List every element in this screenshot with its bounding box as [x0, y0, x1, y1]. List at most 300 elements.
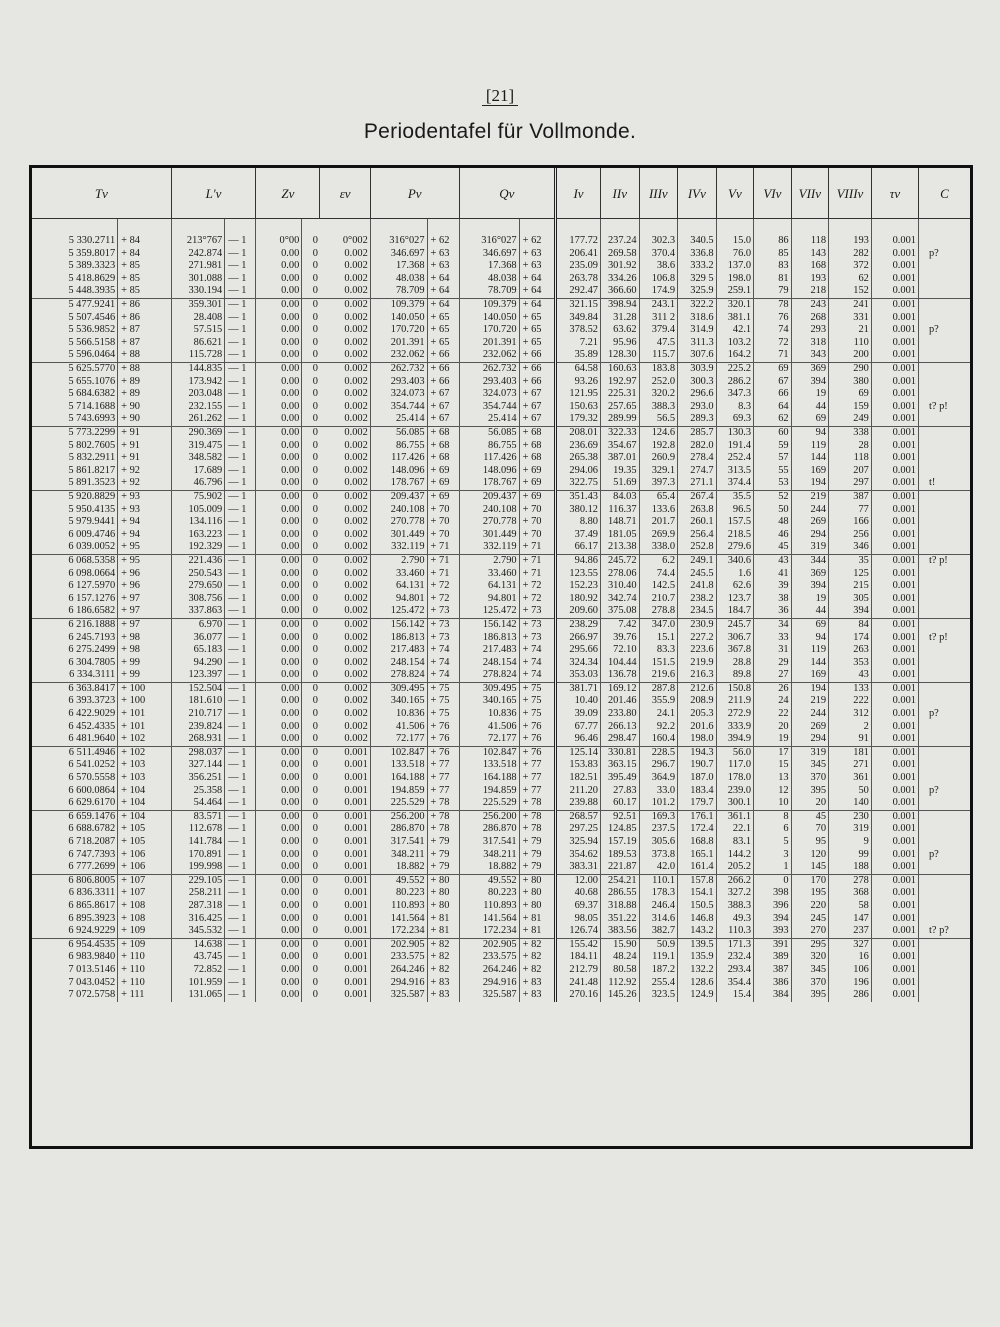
table-cell: 27.83 [601, 785, 640, 798]
table-cell: 0.002 [320, 490, 370, 503]
table-cell: + 69 [427, 465, 459, 478]
table-cell: 85 [754, 248, 791, 261]
table-row [32, 900, 970, 913]
table-row [32, 477, 970, 490]
table-cell: 86.755 [370, 440, 427, 453]
table-cell: 184.7 [716, 605, 753, 618]
table-cell: 388.3 [639, 401, 678, 414]
table-cell: + 93 [118, 503, 172, 516]
table-cell: 5 714.1688 [32, 401, 118, 414]
table-cell: — 1 [225, 477, 256, 490]
table-cell: — 1 [225, 759, 256, 772]
table-cell: — 1 [225, 887, 256, 900]
table-cell: 38.6 [639, 260, 678, 273]
table-cell: 309.495 [459, 682, 519, 695]
table-cell: 63.62 [601, 324, 640, 337]
table-cell: 294 [791, 733, 828, 746]
table-cell: — 1 [225, 593, 256, 606]
table-cell: — 1 [225, 273, 256, 286]
table-cell: 0 [312, 311, 318, 323]
table-cell: 110.893 [459, 900, 519, 913]
table-cell: 325.587 [459, 989, 519, 1002]
table-cell: 44 [791, 605, 828, 618]
table-cell: — 1 [225, 388, 256, 401]
table-cell: 160.63 [601, 362, 640, 375]
table-cell: 211.20 [556, 785, 601, 798]
table-cell: 325.9 [678, 285, 717, 298]
table-cell: 0.00 [256, 580, 302, 593]
table-cell: 322.2 [678, 298, 717, 311]
table-cell: 256 [829, 529, 872, 542]
table-cell: 72.852 [171, 964, 225, 977]
table-cell: 5 [754, 836, 791, 849]
table-cell: 332.119 [370, 541, 427, 554]
table-cell: + 90 [118, 413, 172, 426]
table-cell: + 68 [427, 452, 459, 465]
table-cell: 170.891 [171, 849, 225, 862]
table-cell: + 72 [519, 593, 555, 606]
table-cell [918, 810, 970, 823]
table-cell: 29 [754, 657, 791, 670]
table-cell: 200 [829, 349, 872, 362]
table-cell: 0 [312, 452, 318, 464]
table-cell [918, 618, 970, 631]
table-cell: 0 [312, 695, 318, 707]
table-cell: 0.00 [256, 285, 302, 298]
table-cell: 64.131 [370, 580, 427, 593]
table-cell: + 67 [519, 401, 555, 414]
table-cell: 92.51 [601, 810, 640, 823]
table-cell: + 98 [118, 631, 172, 644]
table-cell: 163.223 [171, 529, 225, 542]
table-cell: + 66 [427, 349, 459, 362]
table-cell: 12 [754, 785, 791, 798]
table-cell: 202.905 [459, 938, 519, 951]
table-cell: 258.211 [171, 887, 225, 900]
table-cell [918, 413, 970, 426]
table-cell: 15.0 [716, 235, 753, 248]
table-cell: 294.916 [370, 976, 427, 989]
table-cell: — 1 [225, 349, 256, 362]
table-row [32, 951, 970, 964]
table-cell: 104.44 [601, 657, 640, 670]
table-cell: 5 536.9852 [32, 324, 118, 337]
table-cell: 33 [754, 631, 791, 644]
table-row [32, 580, 970, 593]
table-cell: 290 [829, 362, 872, 375]
table-cell: 0.00 [256, 682, 302, 695]
table-cell: 221.436 [171, 554, 225, 567]
table-row [32, 605, 970, 618]
table-cell: 6 806.8005 [32, 874, 118, 887]
table-cell: 0.001 [871, 312, 918, 325]
table-cell: + 103 [118, 772, 172, 785]
table-cell: 179.32 [556, 413, 601, 426]
table-cell: 337.863 [171, 605, 225, 618]
table-cell: 141.564 [459, 912, 519, 925]
table-cell: 143 [791, 248, 828, 261]
table-cell: 219.6 [639, 669, 678, 682]
table-cell: 198.0 [716, 273, 753, 286]
table-cell: 0 [302, 618, 320, 631]
table-cell: 311 2 [639, 312, 678, 325]
table-cell: 131.065 [171, 989, 225, 1002]
table-cell: 183.4 [678, 785, 717, 798]
table-cell: 330.81 [601, 746, 640, 759]
table-cell: 389 [754, 951, 791, 964]
table-cell: 102.847 [459, 746, 519, 759]
table-cell: 6 895.3923 [32, 912, 118, 925]
table-row [32, 273, 970, 286]
table-cell: 123.7 [716, 593, 753, 606]
table-cell: 45 [754, 541, 791, 554]
table-cell: 309.495 [370, 682, 427, 695]
table-cell: + 67 [519, 413, 555, 426]
table-cell: 361.1 [716, 810, 753, 823]
table-cell: 94.86 [556, 554, 601, 567]
table-cell: 207 [829, 465, 872, 478]
table-cell: + 82 [427, 964, 459, 977]
table-cell: 18.882 [459, 861, 519, 874]
table-cell: 140.050 [370, 312, 427, 325]
table-cell: 319 [829, 823, 872, 836]
table-cell: 94.801 [459, 593, 519, 606]
col-header-tauv: τv [871, 168, 918, 219]
table-row [32, 324, 970, 337]
table-cell: 0.001 [871, 644, 918, 657]
table-cell: 0.001 [871, 912, 918, 925]
table-cell: 238.29 [556, 618, 601, 631]
table-cell: 232.062 [370, 349, 427, 362]
table-cell: 5 891.3523 [32, 477, 118, 490]
table-cell: + 74 [427, 644, 459, 657]
table-cell: 0.00 [256, 529, 302, 542]
table-cell: 150.8 [716, 682, 753, 695]
table-cell: 301.088 [171, 273, 225, 286]
table-cell: 209.60 [556, 605, 601, 618]
table-cell: 9 [829, 836, 872, 849]
table-cell: 241.48 [556, 976, 601, 989]
table-cell: 0.001 [871, 951, 918, 964]
table-cell: 5 507.4546 [32, 312, 118, 325]
table-cell: p? [928, 784, 939, 796]
table-cell: 109.379 [370, 298, 427, 311]
table-cell: 270 [791, 925, 828, 938]
table-cell: + 76 [519, 733, 555, 746]
table-cell: 125.14 [556, 746, 601, 759]
table-cell: 0.00 [256, 874, 302, 887]
table-cell: 269 [791, 516, 828, 529]
table-cell: 6 836.3311 [32, 887, 118, 900]
table-cell: 6 098.0664 [32, 567, 118, 580]
table-cell: 393 [754, 925, 791, 938]
table-cell: 0.00 [256, 644, 302, 657]
table-cell: 0.002 [320, 426, 370, 439]
table-cell: 270.778 [370, 516, 427, 529]
table-cell: 178.767 [459, 477, 519, 490]
table-cell: 72.177 [459, 733, 519, 746]
table-cell: 0 [312, 541, 318, 553]
table-cell: 0.001 [320, 785, 370, 798]
table-cell: 170.720 [459, 324, 519, 337]
table-cell: 395.49 [601, 772, 640, 785]
table-cell [918, 682, 970, 695]
table-cell: — 1 [225, 401, 256, 414]
table-cell: 294.916 [459, 976, 519, 989]
table-cell: 60 [754, 426, 791, 439]
table-cell: 354.62 [556, 849, 601, 862]
table-cell: 194 [791, 477, 828, 490]
table-cell: 69.3 [716, 413, 753, 426]
table-cell: 0.001 [871, 440, 918, 453]
table-cell: 0.00 [256, 440, 302, 453]
table-cell: 17.368 [459, 260, 519, 273]
table-cell: — 1 [225, 541, 256, 554]
table-cell: 171.3 [716, 938, 753, 951]
table-cell: + 65 [519, 312, 555, 325]
table-cell: 218 [791, 285, 828, 298]
table-cell: 144.835 [171, 362, 225, 375]
table-cell: + 66 [519, 362, 555, 375]
table-cell: 395 [791, 785, 828, 798]
table-cell: 8.80 [556, 516, 601, 529]
table-cell: 311.3 [678, 337, 717, 350]
table-cell: 0.001 [871, 593, 918, 606]
table-cell: 223.6 [678, 644, 717, 657]
table-row [32, 797, 970, 810]
table-row [32, 529, 970, 542]
table-cell: + 69 [427, 477, 459, 490]
table-cell: + 75 [519, 682, 555, 695]
table-cell: 332.119 [459, 541, 519, 554]
table-cell [918, 657, 970, 670]
table-cell: 219 [791, 695, 828, 708]
table-cell: — 1 [225, 618, 256, 631]
table-row [32, 413, 970, 426]
table-cell: 135.9 [678, 951, 717, 964]
table-cell: 243 [791, 298, 828, 311]
table-cell: 252.0 [639, 376, 678, 389]
table-cell: + 82 [427, 951, 459, 964]
table-cell: 6 865.8617 [32, 900, 118, 913]
table-cell: 5 418.8629 [32, 273, 118, 286]
table-cell: + 74 [427, 669, 459, 682]
table-cell: + 65 [427, 324, 459, 337]
table-cell: 0.001 [871, 849, 918, 862]
table-cell: 297 [829, 477, 872, 490]
table-cell: 118 [829, 452, 872, 465]
table-cell: 244 [791, 708, 828, 721]
table-cell: 0.00 [256, 618, 302, 631]
table-cell: 41.506 [459, 721, 519, 734]
table-cell: 156.142 [370, 618, 427, 631]
table-cell: 25.358 [171, 785, 225, 798]
table-cell: + 83 [519, 976, 555, 989]
table-cell: — 1 [225, 312, 256, 325]
table-cell: 349.84 [556, 312, 601, 325]
table-cell: 300.1 [716, 797, 753, 810]
table-row [32, 657, 970, 670]
table-cell: 0 [312, 272, 318, 284]
table-cell: 69 [754, 362, 791, 375]
table-cell: 0.002 [320, 733, 370, 746]
table-row [32, 285, 970, 298]
table-cell: 0.00 [256, 823, 302, 836]
table-cell: 75.902 [171, 490, 225, 503]
table-cell: 0.001 [871, 273, 918, 286]
table-cell: 6 009.4746 [32, 529, 118, 542]
table-cell: 374.4 [716, 477, 753, 490]
table-cell: 348.211 [459, 849, 519, 862]
table-cell: + 95 [118, 554, 172, 567]
table-cell: 6 924.9229 [32, 925, 118, 938]
table-cell: 5 596.0464 [32, 349, 118, 362]
table-cell: 95 [791, 836, 828, 849]
table-cell: 137.0 [716, 260, 753, 273]
table-cell: + 107 [118, 887, 172, 900]
table-cell: + 62 [427, 235, 459, 248]
table-cell: 7 013.5146 [32, 964, 118, 977]
table-cell: 0.002 [320, 285, 370, 298]
table-cell: 115.7 [639, 349, 678, 362]
table-row [32, 721, 970, 734]
table-cell: 236.69 [556, 440, 601, 453]
table-cell: 169 [791, 669, 828, 682]
table-cell: 172.234 [370, 925, 427, 938]
table-cell: + 65 [519, 324, 555, 337]
table-cell: 256.4 [678, 529, 717, 542]
table-cell: + 68 [519, 426, 555, 439]
table-cell: 0.001 [871, 401, 918, 414]
table-cell: 293.403 [459, 376, 519, 389]
table-cell: 0.001 [871, 989, 918, 1002]
table-cell: 0.001 [320, 746, 370, 759]
table-cell: 7 043.0452 [32, 976, 118, 989]
table-cell: 145 [791, 861, 828, 874]
table-cell [918, 989, 970, 1002]
table-cell: 17 [754, 746, 791, 759]
table-cell: 355.9 [639, 695, 678, 708]
table-cell: 164.188 [459, 772, 519, 785]
table-cell: 351.43 [556, 490, 601, 503]
table-cell: + 77 [519, 785, 555, 798]
table-cell: 0.001 [871, 772, 918, 785]
table-cell: 267.4 [678, 490, 717, 503]
table-cell: 0 [312, 759, 318, 771]
table-cell: 168.8 [678, 836, 717, 849]
table-cell: 380 [829, 376, 872, 389]
table-cell: 234.5 [678, 605, 717, 618]
table-cell: 6 245.7193 [32, 631, 118, 644]
table-cell: + 79 [427, 849, 459, 862]
table-cell: 0.00 [256, 362, 302, 375]
table-cell: 324.073 [459, 388, 519, 401]
table-cell: 24 [754, 695, 791, 708]
table-cell: 6 629.6170 [32, 797, 118, 810]
table-cell: 0.00 [256, 938, 302, 951]
table-cell: 0.001 [320, 976, 370, 989]
table-cell: + 84 [118, 248, 172, 261]
table-cell: 0 [312, 733, 318, 745]
table-cell [918, 772, 970, 785]
table-cell: 83.3 [639, 644, 678, 657]
table-cell: 7 072.5758 [32, 989, 118, 1002]
table-cell [918, 298, 970, 311]
table-row [32, 376, 970, 389]
table-cell: + 102 [118, 746, 172, 759]
table-cell: 256.200 [459, 810, 519, 823]
table-cell: + 78 [519, 810, 555, 823]
table-cell: + 73 [427, 631, 459, 644]
table-cell: 248.154 [370, 657, 427, 670]
table-cell: 213°767 [171, 235, 225, 248]
table-cell: 141.564 [370, 912, 427, 925]
table-cell: + 73 [519, 605, 555, 618]
table-cell: 78 [754, 298, 791, 311]
table-cell: 0.002 [320, 298, 370, 311]
table-cell: 394 [754, 912, 791, 925]
table-cell: 202.905 [370, 938, 427, 951]
table-cell: + 101 [118, 721, 172, 734]
table-cell: 0.00 [256, 631, 302, 644]
table-cell: 0.001 [871, 541, 918, 554]
table-cell: 0 [312, 464, 318, 476]
table-header [32, 168, 970, 219]
table-cell: 110.893 [370, 900, 427, 913]
table-cell: 398 [754, 887, 791, 900]
table-cell: 0.001 [320, 836, 370, 849]
table-cell: 5 743.6993 [32, 413, 118, 426]
table-cell: 0.00 [256, 376, 302, 389]
table-cell: 19 [791, 388, 828, 401]
table-cell: 271 [829, 759, 872, 772]
table-cell: 0 [312, 400, 318, 412]
table-cell: 6 659.1476 [32, 810, 118, 823]
table-cell: 0.00 [256, 567, 302, 580]
table-cell: 230 [829, 810, 872, 823]
table-cell: 6 747.7393 [32, 849, 118, 862]
table-cell: 74.4 [639, 567, 678, 580]
table-cell: + 107 [118, 874, 172, 887]
table-cell: t? p! [928, 631, 948, 643]
table-cell: 216.3 [678, 669, 717, 682]
table-cell: 0.001 [871, 465, 918, 478]
table-cell: 333.2 [678, 260, 717, 273]
table-cell: 0.002 [320, 631, 370, 644]
table-cell: 71 [754, 349, 791, 362]
table-cell: 348.582 [171, 452, 225, 465]
table-cell: 105.009 [171, 503, 225, 516]
table-cell: 179.7 [678, 797, 717, 810]
table-cell: 109.379 [459, 298, 519, 311]
table-cell: 0 [312, 235, 318, 247]
table-cell: 0 [312, 951, 318, 963]
table-row [32, 925, 970, 938]
table-cell: 0.001 [871, 874, 918, 887]
table-cell: 294.06 [556, 465, 601, 478]
table-cell: — 1 [225, 644, 256, 657]
table-cell: + 74 [519, 644, 555, 657]
table-cell: 5 950.4135 [32, 503, 118, 516]
table-cell: 346.697 [370, 248, 427, 261]
table-cell: 0.001 [871, 785, 918, 798]
table-cell: 286.2 [716, 376, 753, 389]
table-cell: 172.4 [678, 823, 717, 836]
table-row [32, 490, 970, 503]
table-cell: 5 920.8829 [32, 490, 118, 503]
table-cell: 287.8 [639, 682, 678, 695]
table-cell: 0.001 [871, 413, 918, 426]
